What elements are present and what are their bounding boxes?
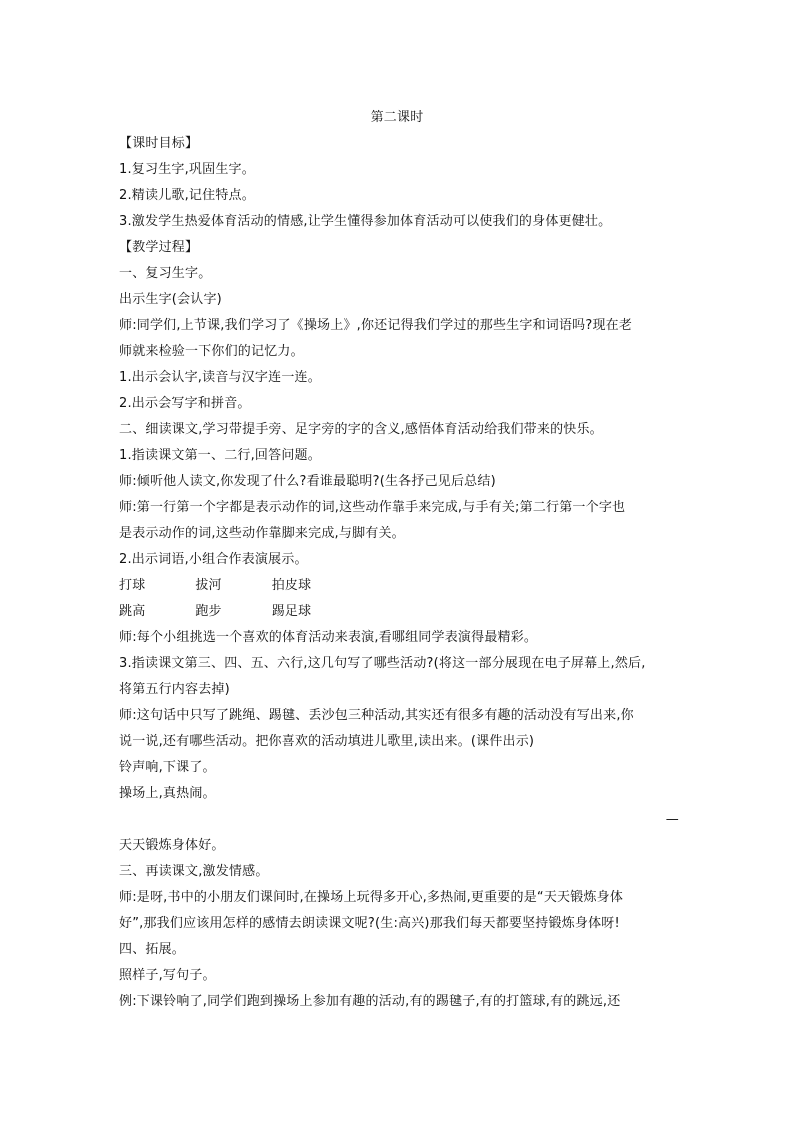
word-item: 跑步 xyxy=(195,604,222,619)
goal-item: 1.复习生字,巩固生字。 xyxy=(119,162,255,177)
section-heading-process: 【教学过程】 xyxy=(119,240,199,255)
paragraph-line: 3.指读课文第三、四、五、六行,这几句写了哪些活动?(将这一部分展现在电子屏幕上,然后, xyxy=(119,656,646,671)
paragraph-line: 师:倾听他人读文,你发现了什么?看谁最聪明?(生各抒己见后总结) xyxy=(119,474,496,489)
step-heading: 四、拓展。 xyxy=(119,942,186,957)
paragraph-line: 师:每个小组挑选一个喜欢的体育活动来表演,看哪组同学表演得最精彩。 xyxy=(119,630,538,645)
paragraph-line: 师:是呀,书中的小朋友们课间时,在操场上玩得多开心,多热闹,更重要的是“天天锻炼身体 xyxy=(119,890,624,905)
document-body xyxy=(119,131,679,1015)
paragraph-line: 例:下课铃响了,同学们跑到操场上参加有趣的活动,有的踢毽子,有的打篮球,有的跳远,还 xyxy=(119,994,621,1009)
paragraph-line: 师就来检验一下你们的记忆力。 xyxy=(119,344,304,359)
paragraph-line: 好”,那我们应该用怎样的感情去朗读课文呢?(生:高兴)那我们每天都要坚持锻炼身体呀! xyxy=(119,916,620,931)
paragraph-line: 将第五行内容去掉) xyxy=(119,682,230,697)
word-item: 打球 xyxy=(119,578,146,593)
paragraph-line: 2.出示会写字和拼音。 xyxy=(119,396,251,411)
fill-blank-dash: — xyxy=(665,812,679,827)
paragraph-line: 1.指读课文第一、二行,回答问题。 xyxy=(119,448,321,463)
word-row xyxy=(119,573,679,599)
section-heading-goals: 【课时目标】 xyxy=(119,136,199,151)
paragraph-line: 师:第一行第一个字都是表示动作的词,这些动作靠手来完成,与手有关;第二行第一个字也 xyxy=(119,500,626,515)
paragraph-line: 1.出示会认字,读音与汉字连一连。 xyxy=(119,370,321,385)
page-title: 第二课时 xyxy=(370,110,424,125)
paragraph-line: 师:这句话中只写了跳绳、踢毽、丢沙包三种活动,其实还有很多有趣的活动没有写出来,你 xyxy=(119,708,634,723)
poem-line: 铃声响,下课了。 xyxy=(119,760,216,775)
poem-line: 操场上,真热闹。 xyxy=(119,786,216,801)
step-heading: 三、再读课文,激发情感。 xyxy=(119,864,269,879)
paragraph-line: 师:同学们,上节课,我们学习了《操场上》,你还记得我们学过的那些生字和词语吗?现在老 xyxy=(119,318,633,333)
goal-item: 2.精读儿歌,记住特点。 xyxy=(119,188,255,203)
word-item: 拍皮球 xyxy=(271,578,312,593)
paragraph-line: 照样子,写句子。 xyxy=(119,968,216,983)
step-heading: 一、复习生字。 xyxy=(119,266,212,281)
word-row xyxy=(119,599,679,625)
paragraph-line: 出示生字(会认字) xyxy=(119,292,222,307)
goal-item: 3.激发学生热爱体育活动的情感,让学生懂得参加体育活动可以使我们的身体更健壮。 xyxy=(119,214,612,229)
poem-line: 天天锻炼身体好。 xyxy=(119,838,225,853)
step-heading: 二、细读课文,学习带提手旁、足字旁的字的含义,感悟体育活动给我们带来的快乐。 xyxy=(119,422,603,437)
paragraph-line: 是表示动作的词,这些动作靠脚来完成,与脚有关。 xyxy=(119,526,405,541)
word-item: 跳高 xyxy=(119,604,146,619)
word-item: 拔河 xyxy=(195,578,222,593)
word-item: 踢足球 xyxy=(271,604,312,619)
paragraph-line: 说一说,还有哪些活动。把你喜欢的活动填进儿歌里,读出来。(课件出示) xyxy=(119,734,535,749)
paragraph-line: 2.出示词语,小组合作表演展示。 xyxy=(119,552,308,567)
